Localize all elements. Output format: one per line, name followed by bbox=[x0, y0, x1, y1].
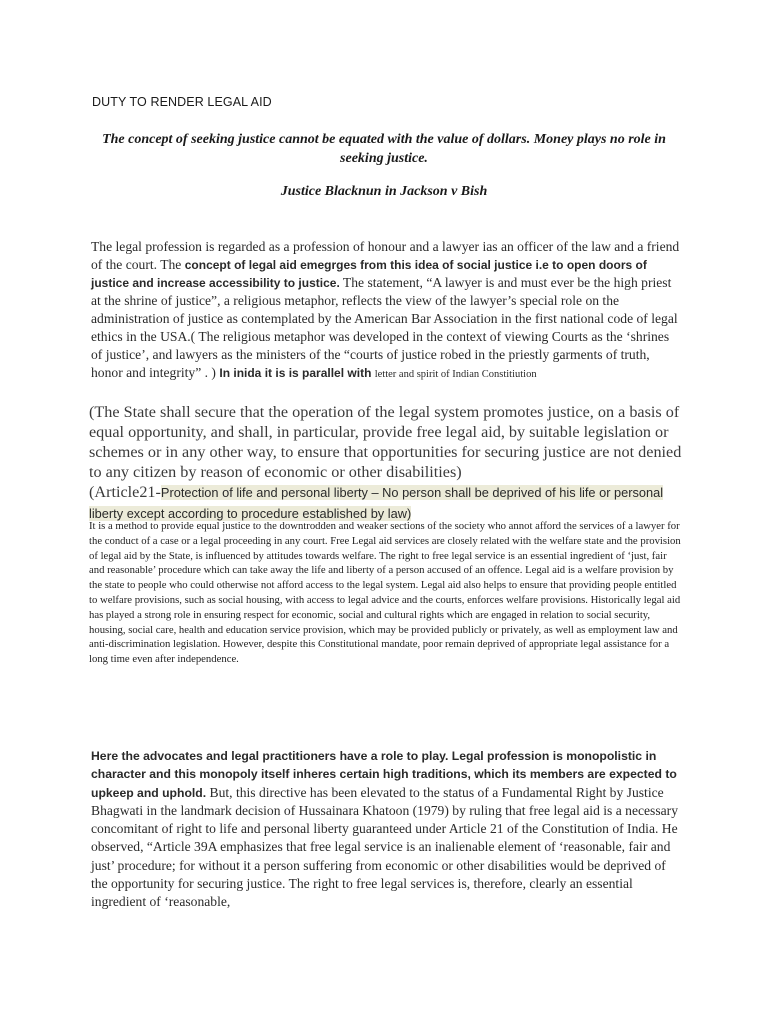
advocates-paragraph bbox=[91, 747, 681, 912]
intro-text-2: The statement, “A lawyer is and must ever be the high priest at the shrine of justice”, a religious metaphor, reflects the view of the lawyer’s special role on the administration of justice as contemplated by the American Bar Association in the first national code of legal ethics in the USA.( The religious metaphor was developed in the context of viewing Courts as the ‘shrines of justice’, and lawyers as the ministers of the “courts of justice robed in the priestly garments of truth, honor and integrity” . ) bbox=[91, 275, 678, 380]
article-39a-text: (The State shall secure that the operation of the legal system promotes justice, on a basis of equal opportunity, and shall, in particular, provide free legal aid, by suitable legislation or schemes or in any other way, to ensure that opportunities for securing justice are not denied to any citizen by reason of economic or other disabilities) bbox=[89, 403, 682, 481]
epigraph-quote: The concept of seeking justice cannot be equated with the value of dollars. Money plays no role in seeking justice. bbox=[102, 132, 666, 166]
legal-aid-paragraph: It is a method to provide equal justice to the downtrodden and weaker sections of the society who annot afford the services of a lawyer for the conduct of a case or a legal proceeding in any court. Free Legal aid services are closely related with the welfare state and the provision of legal aid by the State, is influenced by attitudes towards welfare. The right to free legal service is an essential ingredient of ‘just, fair and reasonable’ procedure which can take away the life and liberty of a person accused of an offence. Legal aid is a welfare provision by the state to people who could otherwise not afford access to the legal system. Legal aid also helps to ensure that providing people entitled to welfare provisions, such as social housing, with access to legal advice and the courts, enforces welfare provisions. Historically legal aid has played a strong role in ensuring respect for economic, social and cultural rights which are engaged in relation to social security, housing, social care, health and education service provision, which may be provided publicly or privately, as well as employment law and anti-discrimination legislation. However, despite this Constitutional mandate, poor remain deprived of appropriate legal assistance for a long time even after independence. bbox=[89, 520, 681, 666]
article-21-highlight: Protection of life and personal liberty – No person shall be deprived of his life or personal liberty except according to procedure established by law) bbox=[89, 485, 664, 521]
article-block bbox=[89, 402, 689, 524]
intro-paragraph bbox=[91, 238, 681, 384]
intro-bold-2: In inida it is is parallel with bbox=[219, 366, 375, 380]
advocates-text: But, this directive has been elevated to the status of a Fundamental Right by Justice Bhagwati in the landmark decision of Hussainara Khatoon (1979) by ruling that free legal aid is a necessary concomitant of right to life and personal liberty guaranteed under Article 21 of the Constitution of India. He observed, “Article 39A emphasizes that free legal service is an inalienable element of ‘reasonable, fair and just’ procedure; for without it a person suffering from economic or other disabilities would be deprived of the opportunity for securing justice. The right to free legal services is, therefore, clearly an essential ingredient of ‘reasonable, bbox=[91, 784, 678, 910]
advocates-bold: Here the advocates and legal practitioners have a role to play. Legal profession is monopolistic in character and this monopoly itself inheres certain high traditions, which its members are expected to upkeep and uphold. bbox=[91, 749, 677, 800]
intro-text-3: letter and spirit of Indian Constitiution bbox=[374, 369, 537, 380]
document-heading: DUTY TO RENDER LEGAL AID bbox=[92, 95, 272, 109]
intro-text-1: The legal profession is regarded as a profession of honour and a lawyer ias an officer of the law and a friend of the court. The bbox=[91, 239, 680, 272]
epigraph-attribution: Justice Blacknun in Jackson v Bish bbox=[280, 184, 488, 199]
article-21-prefix: (Article21- bbox=[89, 483, 161, 501]
intro-bold-1: concept of legal aid emegrges from this idea of social justice i.e to open doors of justice and increase accessibility to justice. bbox=[91, 258, 647, 290]
